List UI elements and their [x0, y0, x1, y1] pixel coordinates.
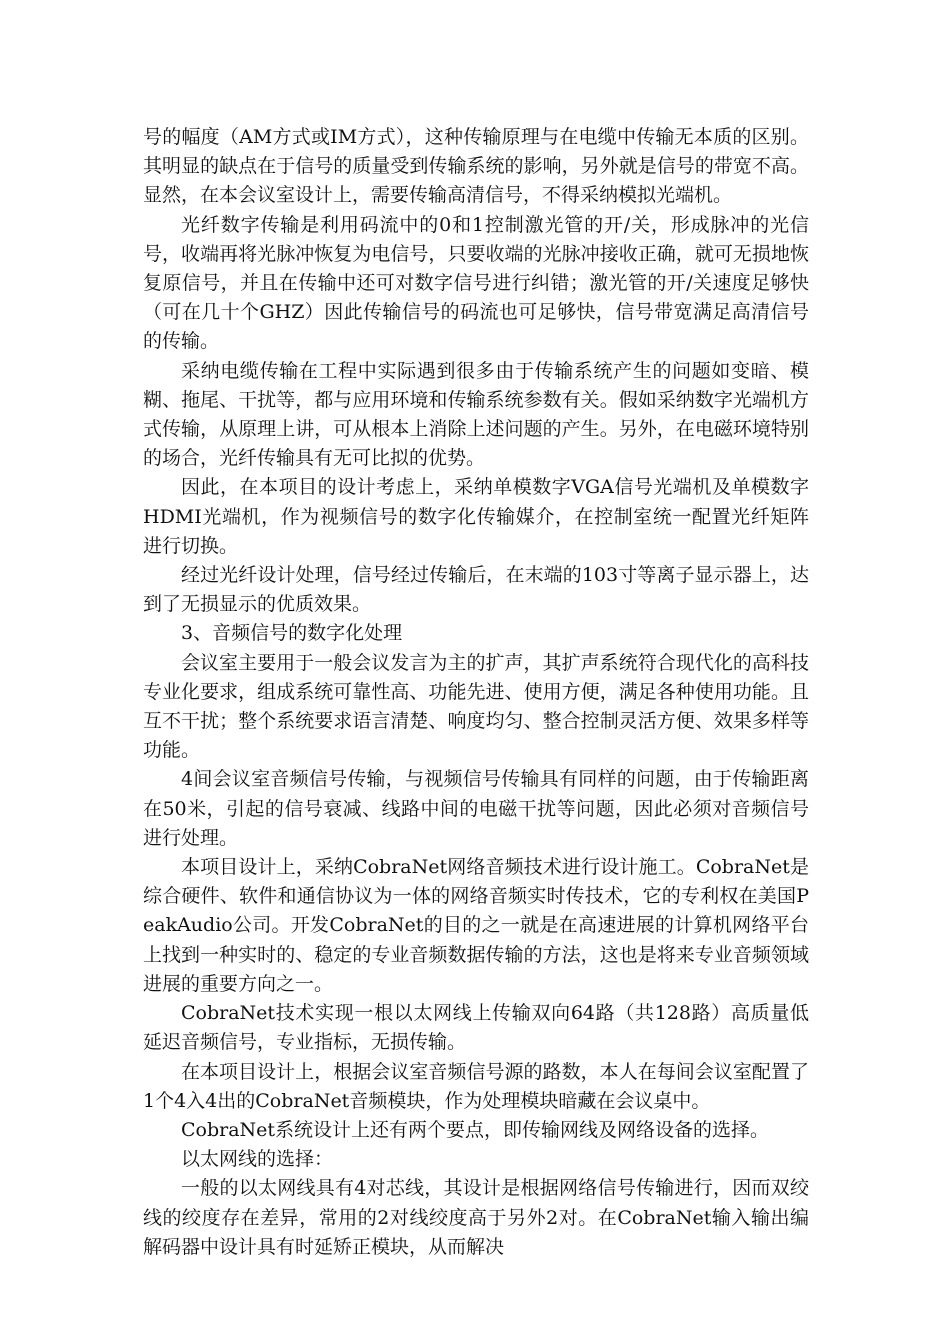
paragraph-12: CobraNet系统设计上还有两个要点，即传输网线及网络设备的选择。: [181, 1118, 770, 1141]
paragraph-8: 4间会议室音频信号传输，与视频信号传输具有同样的问题，由于传输距离在50米，引起的信号衰减、线路中间的电磁干扰等问题，因此必须对音频信号进行处理。: [143, 768, 809, 849]
paragraph-10: CobraNet技术实现一根以太网线上传输双向64路（共128路）高质量低延迟音频信号，专业指标，无损传输。: [143, 1002, 809, 1054]
paragraph-1: 号的幅度（AM方式或IM方式），这种传输原理与在电缆中传输无本质的区别。其明显的缺点在于信号的质量受到传输系统的影响，另外就是信号的带宽不高。显然，在本会议室设计上，需要传输高清信号，不得采纳模拟光端机。: [143, 126, 809, 207]
paragraph-14: 一般的以太网线具有4对芯线，其设计是根据网络信号传输进行，因而双绞线的绞度存在差异，常用的2对线绞度高于另外2对。在CobraNet输入输出编解码器中设计具有时延矫正模块，从而解决: [143, 1177, 809, 1258]
body-text: [143, 123, 809, 1262]
paragraph-7: 会议室主要用于一般会议发言为主的扩声，其扩声系统符合现代化的高科技专业化要求，组成系统可靠性高、功能先进、使用方便，满足各种使用功能。且互不干扰；整个系统要求语言清楚、响度均匀、整合控制灵活方便、效果多样等功能。: [143, 651, 809, 762]
paragraph-11: 在本项目设计上，根据会议室音频信号源的路数，本人在每间会议室配置了1个4入4出的CobraNet音频模块，作为处理模块暗藏在会议桌中。: [143, 1060, 809, 1112]
section-heading-audio: 3、音频信号的数字化处理: [181, 622, 403, 645]
paragraph-4: 因此，在本项目的设计考虑上，采纳单模数字VGA信号光端机及单模数字HDMI光端机，作为视频信号的数字化传输媒介，在控制室统一配置光纤矩阵进行切换。: [143, 476, 809, 557]
paragraph-3: 采纳电缆传输在工程中实际遇到很多由于传输系统产生的问题如变暗、模糊、拖尾、干扰等，都与应用环境和传输系统参数有关。假如采纳数字光端机方式传输，从原理上讲，可从根本上消除上述问题的产生。另外，在电磁环境特别的场合，光纤传输具有无可比拟的优势。: [143, 359, 809, 470]
paragraph-9: 本项目设计上，采纳CobraNet网络音频技术进行设计施工。CobraNet是综合硬件、软件和通信协议为一体的网络音频实时传技术，它的专利权在美国PeakAudio公司。开发CobraNet的目的之一就是在高速进展的计算机网络平台上找到一种实时的、稳定的专业音频数据传输的方法，这也是将来专业音频领域进展的重要方向之一。: [143, 856, 809, 995]
paragraph-2: 光纤数字传输是利用码流中的0和1控制激光管的开/关，形成脉冲的光信号，收端再将光脉冲恢复为电信号，只要收端的光脉冲接收正确，就可无损地恢复原信号，并且在传输中还可对数字信号进行纠错；激光管的开/关速度足够快（可在几十个GHZ）因此传输信号的码流也可足够快，信号带宽满足高清信号的传输。: [143, 213, 809, 353]
paragraph-5: 经过光纤设计处理，信号经过传输后，在末端的103寸等离子显示器上，达到了无损显示的优质效果。: [143, 564, 809, 616]
subheading-ethernet-cable: 以太网线的选择：: [181, 1148, 334, 1171]
